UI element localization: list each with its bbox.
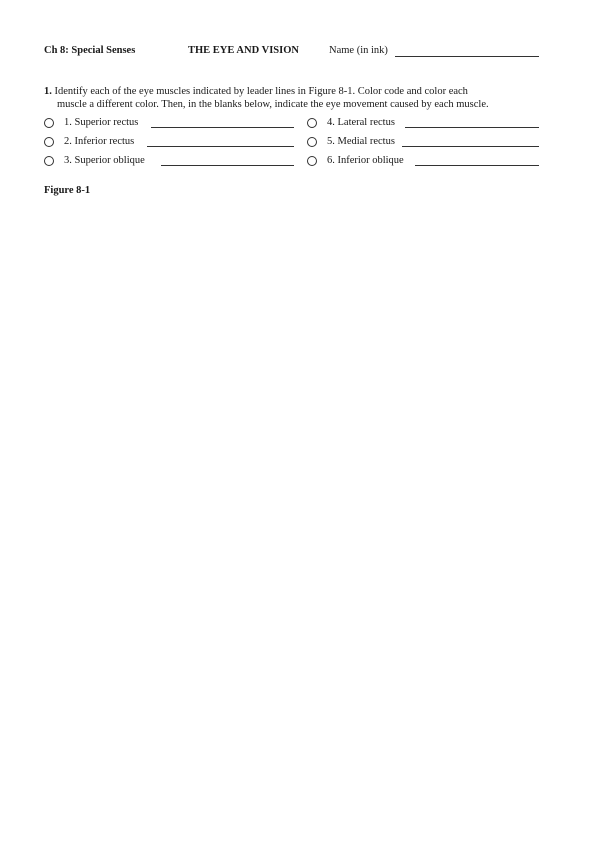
answer-blank[interactable]	[147, 146, 294, 147]
chapter-heading: Ch 8: Special Senses	[44, 45, 136, 56]
color-bubble-icon[interactable]	[44, 137, 54, 147]
muscle-label: 4. Lateral rectus	[327, 117, 395, 128]
color-bubble-icon[interactable]	[307, 118, 317, 128]
answer-blank[interactable]	[402, 146, 539, 147]
answer-blank[interactable]	[151, 127, 294, 128]
instruction-line-2: muscle a different color. Then, in the blanks below, indicate the eye movement caused by each muscle.	[57, 98, 489, 110]
question-instructions	[44, 86, 549, 111]
page-header	[44, 45, 544, 59]
name-field[interactable]	[395, 56, 539, 57]
color-bubble-icon[interactable]	[44, 118, 54, 128]
worksheet-title: THE EYE AND VISION	[188, 45, 299, 56]
color-bubble-icon[interactable]	[44, 156, 54, 166]
color-bubble-icon[interactable]	[307, 156, 317, 166]
muscle-label: 6. Inferior oblique	[327, 155, 404, 166]
muscle-item-inferior-rectus	[44, 136, 294, 150]
muscle-item-medial-rectus	[307, 136, 539, 150]
color-bubble-icon[interactable]	[307, 137, 317, 147]
answer-blank[interactable]	[415, 165, 539, 166]
answer-blank[interactable]	[405, 127, 539, 128]
muscle-item-superior-rectus	[44, 117, 294, 131]
muscle-label: 3. Superior oblique	[64, 155, 145, 166]
instruction-line-1: Identify each of the eye muscles indicated by leader lines in Figure 8-1. Color code and color each	[54, 86, 468, 97]
name-label: Name (in ink)	[329, 45, 388, 56]
question-number: 1.	[44, 86, 52, 97]
muscle-label: 5. Medial rectus	[327, 136, 395, 147]
muscle-item-lateral-rectus	[307, 117, 539, 131]
muscle-label: 1. Superior rectus	[64, 117, 139, 128]
answer-blank[interactable]	[161, 165, 294, 166]
muscle-label: 2. Inferior rectus	[64, 136, 135, 147]
muscle-item-superior-oblique	[44, 155, 294, 169]
figure-caption: Figure 8-1	[44, 185, 91, 196]
muscle-item-inferior-oblique	[307, 155, 539, 169]
